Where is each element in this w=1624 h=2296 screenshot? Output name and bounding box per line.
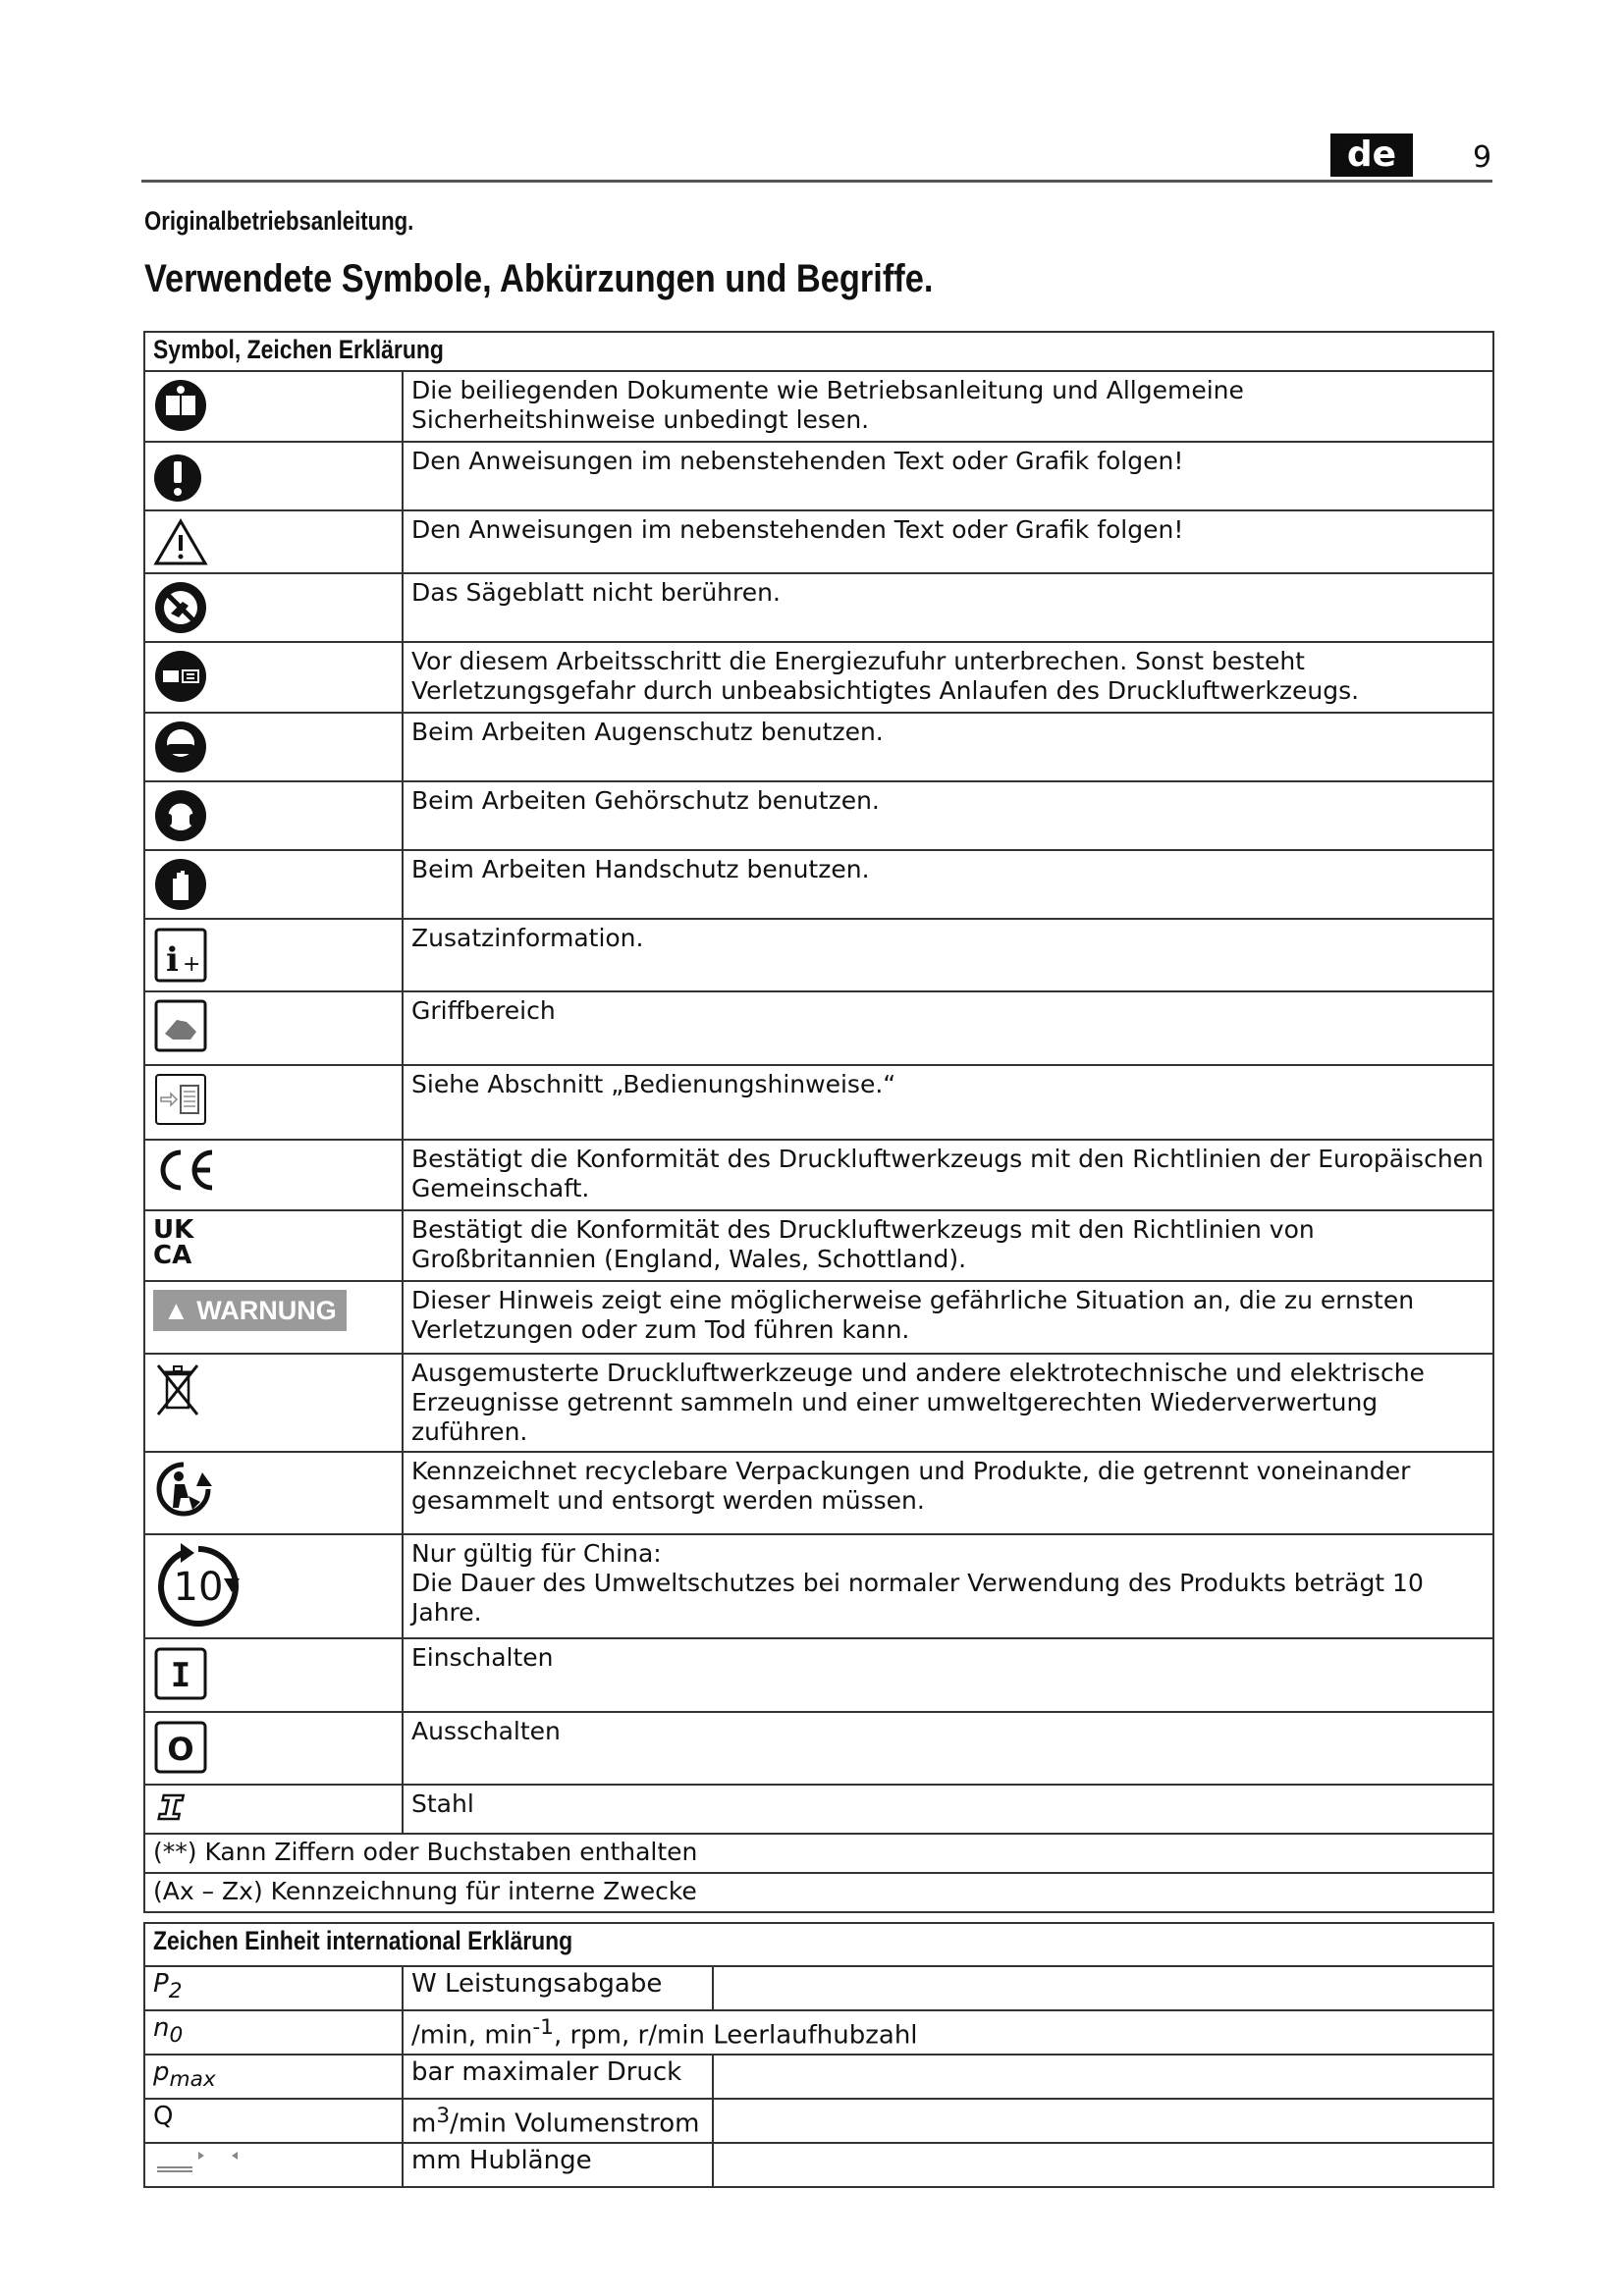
row-description <box>403 1534 1493 1638</box>
footnote-text: (**) Kann Ziffern oder Buchstaben enthalten <box>144 1834 1493 1873</box>
table-row <box>144 1785 1493 1834</box>
unit-description: mm Hublänge <box>403 2143 713 2187</box>
row-description-line2: Die Dauer des Umweltschutzes bei normaler Verwendung des Produkts beträgt 10 Jahre. <box>411 1569 1424 1627</box>
unit-symbol: $P_2$ <box>144 1966 403 2010</box>
unit-description: bar maximaler Druck <box>403 2055 713 2099</box>
grip-area-icon <box>153 998 208 1053</box>
unit-description: /min, $\min^{-1}$, rpm, r/min Leerlaufhubzahl <box>403 2010 1493 2055</box>
table-footer-row <box>144 1834 1493 1873</box>
row-description: Kennzeichnet recyclebare Verpackungen und Produkte, die getrennt voneinander gesammelt und entsorgt werden müssen. <box>403 1452 1493 1534</box>
svg-text:10: 10 <box>173 1565 224 1610</box>
row-description: Bestätigt die Konformität des Druckluftwerkzeugs mit den Richtlinien von Großbritannien (England, Wales, Schottland). <box>403 1210 1493 1281</box>
language-badge: de <box>1330 133 1413 177</box>
table-row <box>144 642 1493 713</box>
warning-badge: ▲ WARNUNG <box>153 1290 347 1331</box>
table-row <box>144 371 1493 442</box>
see-section-icon <box>153 1072 208 1127</box>
row-description: Dieser Hinweis zeigt eine möglicherweise gefährliche Situation an, die zu ernsten Verletzungen oder zum Tod führen kann. <box>403 1281 1493 1354</box>
stroke-length-icon <box>153 2146 242 2175</box>
table-row <box>144 442 1493 510</box>
row-description: Den Anweisungen im nebenstehenden Text oder Grafik folgen! <box>403 442 1493 510</box>
warning-triangle-icon: ▲ <box>163 1296 189 1325</box>
table-row <box>144 713 1493 781</box>
units-table-header: Zeichen Einheit international Erklärung <box>144 1923 1493 1966</box>
table-row <box>144 1966 1493 2010</box>
row-description: Griffbereich <box>403 991 1493 1065</box>
china-rohs-10-icon <box>153 1541 244 1631</box>
row-description: Vor diesem Arbeitsschritt die Energiezufuhr unterbrechen. Sonst besteht Verletzungsgefahr durch unbeabsichtigtes Anlaufen des Druckluftwerkzeugs. <box>403 642 1493 713</box>
table-row <box>144 510 1493 573</box>
table-row <box>144 2010 1493 2055</box>
row-description: Das Sägeblatt nicht berühren. <box>403 573 1493 642</box>
table-row <box>144 850 1493 919</box>
table-row <box>144 781 1493 850</box>
footnote-text: (Ax – Zx) Kennzeichnung für interne Zwecke <box>144 1873 1493 1912</box>
row-description: Siehe Abschnitt „Bedienungshinweise.“ <box>403 1065 1493 1140</box>
unit-symbol: Q <box>144 2099 403 2143</box>
table-row <box>144 1638 1493 1712</box>
row-description: Zusatzinformation. <box>403 919 1493 991</box>
table-row <box>144 2099 1493 2143</box>
table-footer-row <box>144 1873 1493 1912</box>
svg-text:I: I <box>170 1656 191 1695</box>
row-description: Ausschalten <box>403 1712 1493 1785</box>
page-title: Verwendete Symbole, Abkürzungen und Begriffe. <box>144 257 934 300</box>
row-description: Ausgemusterte Druckluftwerkzeuge und andere elektrotechnische und elektrische Erzeugnisse getrennt sammeln und einer umweltgerechten Wiederverwertung zuführen. <box>403 1354 1493 1452</box>
exclamation-mandatory-icon <box>153 449 202 504</box>
symbols-table <box>143 331 1494 1913</box>
table-row <box>144 1354 1493 1452</box>
row-description: Die beiliegenden Dokumente wie Betriebsanleitung und Allgemeine Sicherheitshinweise unbedingt lesen. <box>403 371 1493 442</box>
table-row <box>144 1534 1493 1638</box>
table-row <box>144 1712 1493 1785</box>
manual-subtitle: Originalbetriebsanleitung. <box>144 206 414 236</box>
table-row <box>144 1281 1493 1354</box>
info-plus-icon <box>153 926 208 985</box>
no-touch-saw-blade-icon <box>153 580 208 635</box>
unit-symbol: $p_{max}$ <box>144 2055 403 2099</box>
steel-material-icon <box>153 1789 189 1825</box>
row-description: Den Anweisungen im nebenstehenden Text oder Grafik folgen! <box>403 510 1493 573</box>
hand-protection-icon <box>153 857 208 912</box>
power-off-icon <box>153 1719 208 1776</box>
unit-symbol <box>144 2143 403 2187</box>
weee-bin-icon <box>153 1361 204 1417</box>
row-description: Beim Arbeiten Augenschutz benutzen. <box>403 713 1493 781</box>
table-row <box>144 991 1493 1065</box>
header-rule <box>141 180 1492 183</box>
unit-description: $m^3/\min$ Volumenstrom <box>403 2099 713 2143</box>
hearing-protection-icon <box>153 788 208 843</box>
eye-protection-icon <box>153 720 208 774</box>
table-row <box>144 1210 1493 1281</box>
row-description-line1: Nur gültig für China: <box>411 1539 662 1568</box>
table-row <box>144 1452 1493 1534</box>
ce-mark-icon <box>153 1147 218 1194</box>
row-description: Stahl <box>403 1785 1493 1834</box>
read-manual-icon <box>153 378 208 433</box>
table-row <box>144 573 1493 642</box>
table-row <box>144 919 1493 991</box>
svg-text:+: + <box>183 952 201 977</box>
row-description: Beim Arbeiten Gehörschutz benutzen. <box>403 781 1493 850</box>
table-row <box>144 1065 1493 1140</box>
page-number: 9 <box>1473 140 1492 175</box>
table-row <box>144 2143 1493 2187</box>
table-row <box>144 2055 1493 2099</box>
power-on-icon <box>153 1645 208 1702</box>
recycling-icon <box>153 1459 214 1520</box>
row-description: Bestätigt die Konformität des Druckluftwerkzeugs mit den Richtlinien der Europäischen Gemeinschaft. <box>403 1140 1493 1210</box>
svg-text:i: i <box>166 940 179 980</box>
ukca-mark-icon: UK CA <box>153 1215 194 1270</box>
units-table <box>143 1922 1494 2188</box>
unit-description: W Leistungsabgabe <box>403 1966 713 2010</box>
warning-triangle-icon <box>153 517 208 566</box>
symbols-table-header: Symbol, Zeichen Erklärung <box>144 332 1493 371</box>
disconnect-air-icon <box>153 649 208 704</box>
table-row <box>144 1140 1493 1210</box>
row-description: Einschalten <box>403 1638 1493 1712</box>
unit-symbol: $n_0$ <box>144 2010 403 2055</box>
svg-text:O: O <box>167 1731 194 1768</box>
row-description: Beim Arbeiten Handschutz benutzen. <box>403 850 1493 919</box>
